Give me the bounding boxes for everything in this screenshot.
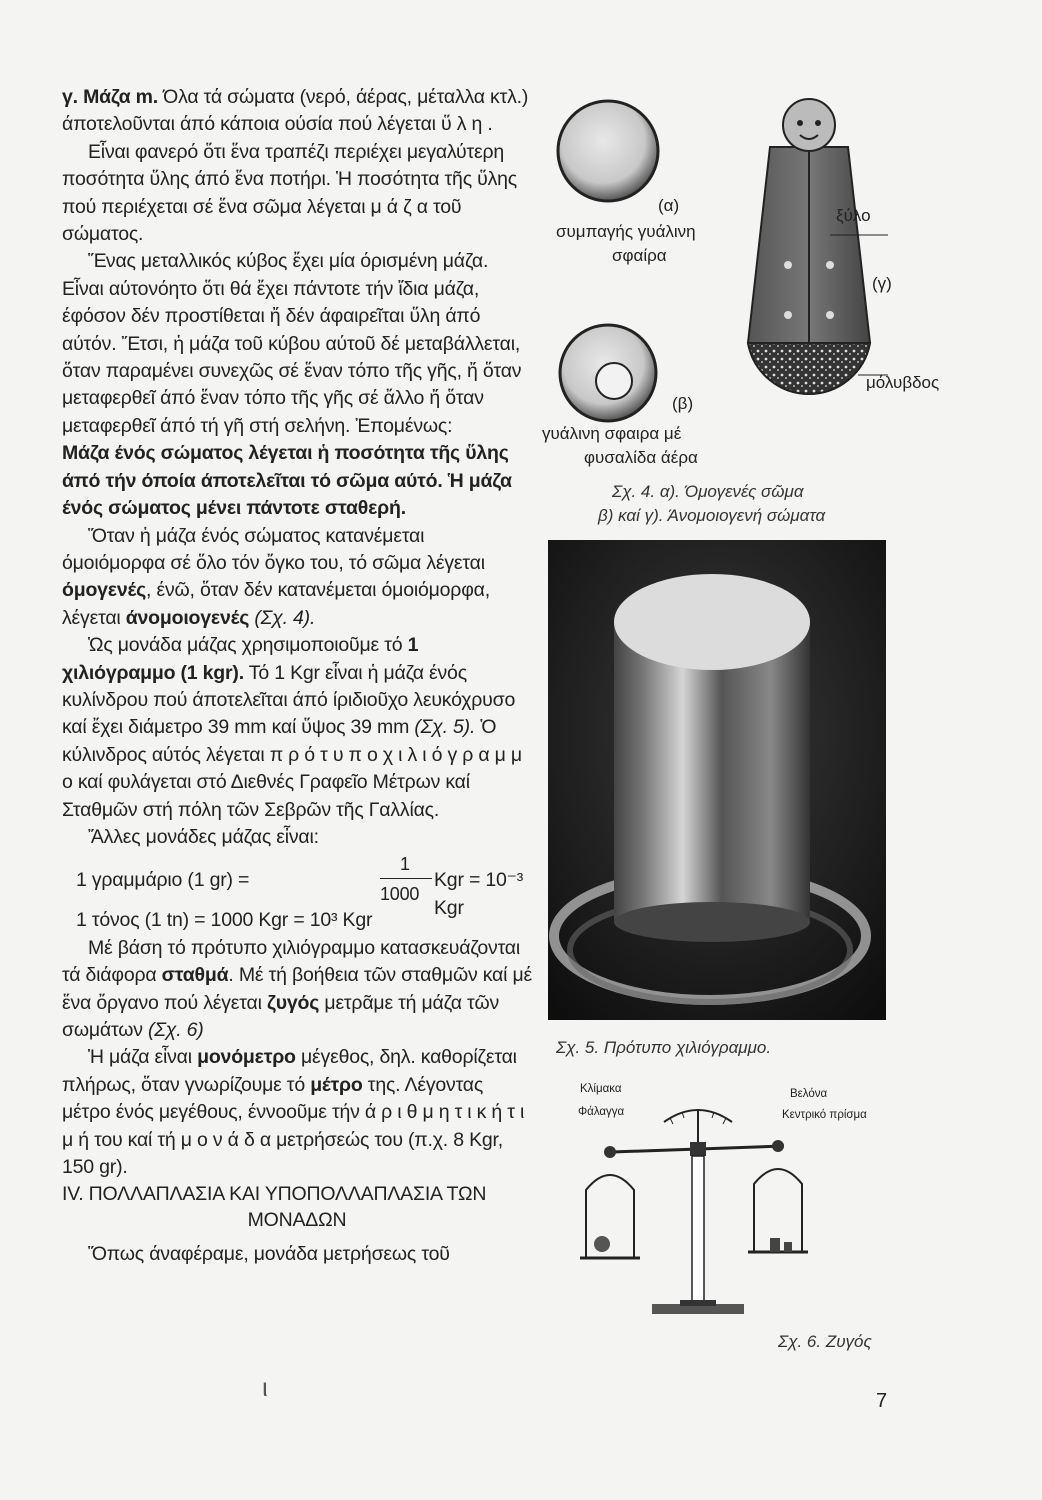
figure-4-caption: Σχ. 4. α). Όμογενές σῶμα bbox=[612, 482, 804, 501]
object-icon bbox=[594, 1236, 610, 1252]
label-scale: Κλίμακα bbox=[580, 1083, 622, 1095]
section-heading: IV. ΠΟΛΛΑΠΛΑΣΙΑ ΚΑΙ ΥΠΟΠΟΛΛΑΠΛΑΣΙΑ ΤΩΝ bbox=[62, 1183, 487, 1206]
label-c: (γ) bbox=[872, 274, 892, 293]
figure-6-caption: Σχ. 6. Ζυγός bbox=[778, 1332, 872, 1351]
label-beam: Φάλαγγα bbox=[578, 1106, 625, 1118]
figure-4-drawing bbox=[548, 85, 908, 465]
left-pan bbox=[586, 1175, 634, 1258]
figure-5-photo bbox=[548, 540, 886, 1020]
mass-definition: Μάζα ένός σώματος λέγεται ἡ ποσότητα τῆς ὕλης άπό τήν όποία άποτελεῖται τό σῶμα αύτό. Ἡ μάζα ένός σώματος μένει πάντοτε σταθερή. bbox=[62, 442, 512, 520]
label-solid-sphere: συμπαγής γυάλινη bbox=[556, 222, 696, 241]
paragraph-units-continued: Ὅπως άναφέραμε, μονάδα μετρήσεως τοῦ bbox=[88, 1243, 450, 1266]
air-bubble bbox=[596, 363, 632, 399]
label-needle: Βελόνα bbox=[790, 1088, 828, 1100]
page-number: 7 bbox=[876, 1390, 888, 1412]
figure-4-caption-2: β) καί γ). Άνομοιογενή σώματα bbox=[598, 506, 826, 525]
fraction-bar bbox=[380, 878, 432, 879]
solid-glass-sphere bbox=[558, 101, 658, 201]
section-label-mass: γ. Μάζα m. bbox=[62, 86, 158, 108]
paragraph-homogeneous: Ὅταν ἡ μάζα ένός σώματος κατανέμεται όμοιόμορφα σέ ὅλο τόν ὄγκο του, τό σῶμα λέγεται όμογενές, ένῶ, ὅταν δέν κατανέμεται όμοιόμορφα, λέγεται άνομοιογενές (Σχ. 4). bbox=[62, 524, 490, 629]
paragraph-kilogram: Ὡς μονάδα μάζας χρησιμοποιοῦμε τό 1 χιλιόγραμμο (1 kgr). Τό 1 Kgr εἶναι ἡ μάζα ένός κυλίνδρου πού άποτελεῖται άπό ίριδιοῦχο λευκόχρυσο καί ἔχει διάμετρο 39 mm καί ὕψος 39 mm (Σχ. 5). Ὁ κύλινδρος αύτός λέγεται π ρ ό τ υ π ο χ ι λ ι ό γ ρ α μ μ ο καί φυλάγεται στό Διεθνές Γραφεῖο Μέτρων καί Σταθμῶν στή πόλη τῶν Σεβρῶν τῆς Γαλλίας. bbox=[62, 634, 522, 821]
paragraph-metal-cube: Ἕνας μεταλλικός κύβος ἔχει μία όρισμένη μάζα. Εἶναι αύτονόητο ὅτι θά ἔχει πάντοτε τήν ἴδια μάζα, έφόσον δέν προστίθεται ἤ δέν άφαιρεῖται ὕλη άπό αύτόν. Ἔτσι, ἡ μάζα τοῦ κύβου αύτοῦ δέ μεταβάλλεται, ὅταν παραμένει συνεχῶς σέ ἕναν τόπο τῆς γῆς, ἤ ὅταν μεταφερθεῖ άπό ἕναν τόπο τῆς γῆς σέ ἄλλο ἤ ὅταν μεταφερθεῖ άπό τή γῆ στή σελήνη. Ἐπομένως: bbox=[62, 250, 522, 437]
paragraph-weights: Μέ βάση τό πρότυπο χιλιόγραμμο κατασκευάζονται τά διάφορα σταθμά. Μέ τή βοήθεια τῶν σταθμῶν καί μέ ἕνα ὄργανο πού λέγεται ζυγός μετρᾶμε τή μάζα τῶν σωμάτων (Σχ. 6) bbox=[62, 936, 532, 1041]
equation-gram: 1 γραμμάριο (1 gr) = 1 1000 Kgr = 10⁻³ Kgr bbox=[76, 854, 524, 919]
lead-section bbox=[748, 343, 870, 394]
cylinder-top bbox=[614, 574, 810, 670]
label-solid-sphere-2: σφαίρα bbox=[612, 246, 667, 265]
main-text-column bbox=[62, 84, 532, 1269]
paragraph-mass-quantity: Εἶναι φανερό ὅτι ἕνα τραπέζι περιέχει μεγαλύτερη ποσότητα ὕλης άπό ἕνα ποτήρι. Ἡ ποσότητα τῆς ὕλης πού περιέχεται σέ ἕνα σῶμα λέγεται μ ά ζ α τοῦ σώματος. bbox=[62, 140, 517, 246]
balance-column bbox=[692, 1156, 704, 1304]
label-lead: μόλυβδος bbox=[866, 373, 940, 392]
paragraph-scalar: Ἡ μάζα εἶναι μονόμετρο μέγεθος, δηλ. καθορίζεται πλήρως, ὅταν γνωρίζουμε τό μέτρο της. Λέγοντας μέτρο ένός μεγέθους, έννοοῦμε τήν ά ρ ι θ μ η τ ι κ ή τ ι μ ή του καί τή μ ο ν ά δ α μετρήσεώς του (π.χ. 8 Kgr, 150 gr). bbox=[62, 1046, 525, 1179]
clown-face-icon bbox=[783, 99, 835, 151]
label-wood: ξύλο bbox=[836, 206, 871, 225]
label-bubble-sphere-2: φυσαλίδα άέρα bbox=[584, 448, 698, 467]
weight-icon bbox=[770, 1238, 780, 1252]
label-a: (α) bbox=[658, 196, 680, 215]
margin-mark: ι bbox=[262, 1372, 268, 1402]
paragraph-other-units: Ἄλλες μονάδες μάζας εἶναι: bbox=[88, 825, 319, 848]
figure-5-caption: Σχ. 5. Πρότυπο χιλιόγραμμο. bbox=[556, 1038, 772, 1057]
central-prism bbox=[690, 1142, 706, 1156]
section-heading-continued: ΜΟΝΑΔΩΝ bbox=[247, 1209, 347, 1232]
label-prism: Κεντρικό πρίσμα bbox=[782, 1109, 867, 1121]
label-bubble-sphere: γυάλινη σφαιρα μέ bbox=[542, 424, 682, 443]
label-b: (β) bbox=[672, 394, 694, 413]
paragraph-mass-intro: γ. Μάζα m. Όλα τά σώματα (νερό, άέρας, μέταλλα κτλ.) άποτελοῦνται άπό κάποια ούσία πού λέγεται ὕ λ η . bbox=[62, 86, 529, 136]
equation-tonne: 1 τόνος (1 tn) = 1000 Kgr = 10³ Kgr bbox=[76, 909, 373, 932]
